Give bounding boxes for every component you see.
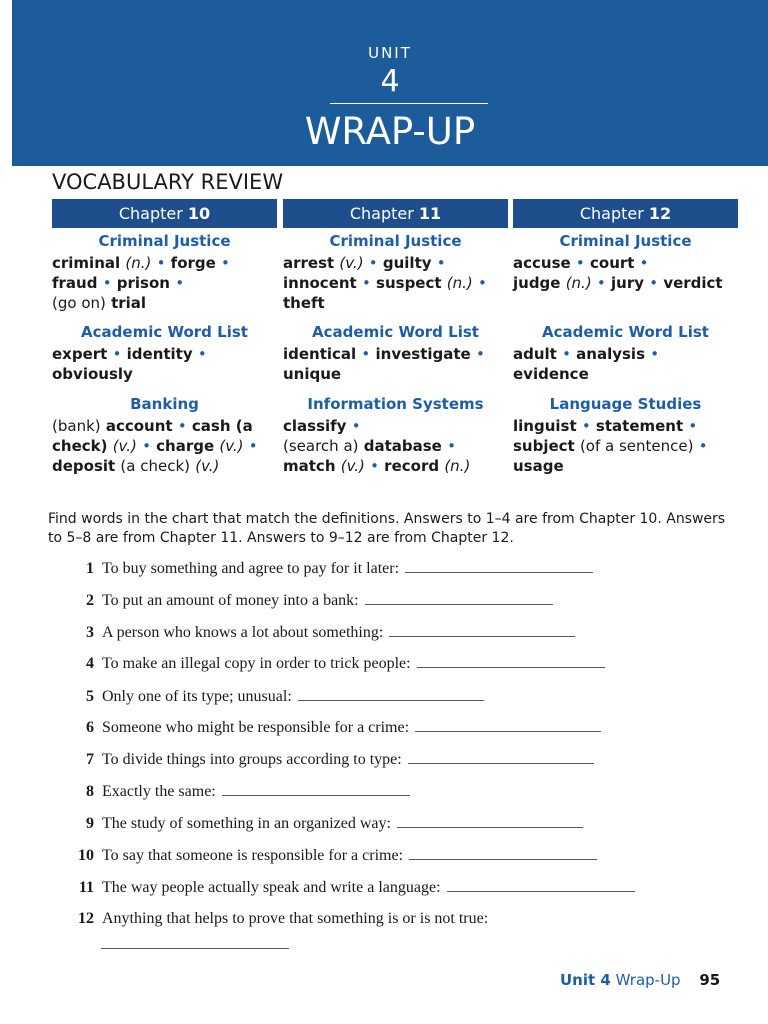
category-label: Criminal Justice [329, 232, 462, 250]
category-label: Language Studies [549, 395, 702, 413]
question-item [72, 781, 410, 802]
question-text: The study of something in an organized way: [102, 815, 391, 832]
category-label: Academic Word List [312, 323, 479, 341]
question-item [72, 686, 484, 707]
page-footer [560, 971, 720, 989]
question-number: 10 [78, 847, 94, 864]
answer-blank[interactable] [415, 717, 601, 732]
question-text: To put an amount of money into a bank: [102, 592, 359, 609]
question-text: Only one of its type; unusual: [102, 688, 292, 705]
category-label: Criminal Justice [559, 232, 692, 250]
banner-divider [330, 103, 488, 104]
question-number: 3 [86, 624, 94, 641]
page-title: WRAP-UP [304, 110, 476, 153]
footer-section: Wrap-Up [615, 971, 681, 989]
question-item [72, 558, 593, 579]
question-item [72, 877, 635, 898]
question-item [72, 909, 488, 929]
question-text: Someone who might be responsible for a crime: [102, 719, 410, 736]
category-label: Banking [130, 395, 199, 413]
question-item [72, 717, 601, 738]
chapter-10-column [52, 199, 277, 475]
question-item [72, 749, 594, 770]
chapter-10-header: Chapter 10 [52, 199, 277, 228]
category-label: Information Systems [307, 395, 484, 413]
question-number: 5 [86, 688, 94, 705]
answer-blank[interactable] [365, 590, 553, 605]
answer-blank[interactable] [417, 653, 605, 668]
chapter-11-information-systems [283, 395, 508, 476]
exercise-instructions: Find words in the chart that match the definitions. Answers to 1–4 are from Chapter 10. Answers to 5–8 are from Chapter 11. Answers to 9–12 are from Chapter 12. [48, 511, 726, 546]
question-item [72, 845, 597, 866]
chapter-11-criminal-justice [283, 232, 508, 313]
question-number: 2 [86, 592, 94, 609]
answer-blank[interactable] [405, 558, 593, 573]
question-text: Exactly the same: [102, 783, 216, 800]
word-list: classify • (search a) database • match (v.) • record (n.) [283, 417, 471, 475]
question-item [72, 622, 575, 643]
question-text: To make an illegal copy in order to trick people: [102, 655, 411, 672]
chapter-11-column [283, 199, 508, 475]
chapter-12-column [513, 199, 738, 475]
word-list: accuse • court • judge (n.) • jury • verdict [513, 254, 723, 292]
question-number: 7 [86, 751, 94, 768]
chapter-12-header: Chapter 12 [513, 199, 738, 228]
question-number: 8 [86, 783, 94, 800]
word-list: identical • investigate • unique [283, 345, 485, 383]
word-list: arrest (v.) • guilty • innocent • suspect (n.) • theft [283, 254, 487, 312]
chapter-12-language-studies [513, 395, 738, 476]
word-list: linguist • statement • subject (of a sentence) • usage [513, 417, 708, 475]
word-list: (bank) account • cash (a check) (v.) • charge (v.) • deposit (a check) (v.) [52, 417, 258, 475]
footer-unit: Unit 4 [560, 971, 611, 989]
question-text: The way people actually speak and write a language: [102, 879, 441, 896]
question-number: 6 [86, 719, 94, 736]
question-number: 11 [78, 879, 94, 896]
category-label: Criminal Justice [98, 232, 231, 250]
question-number: 9 [86, 815, 94, 832]
question-text: To divide things into groups according to type: [102, 751, 402, 768]
question-text: To buy something and agree to pay for it later: [102, 560, 400, 577]
unit-number: 4 [380, 64, 400, 99]
category-label: Academic Word List [81, 323, 248, 341]
chapter-10-banking [52, 395, 277, 476]
word-list: expert • identity • obviously [52, 345, 207, 383]
question-item [72, 813, 583, 834]
word-list: criminal (n.) • forge • fraud • prison • (go on) trial [52, 254, 230, 312]
chapter-12-criminal-justice [513, 232, 738, 293]
question-item [72, 653, 605, 674]
answer-blank[interactable] [408, 749, 594, 764]
question-text: A person who knows a lot about something: [102, 624, 384, 641]
answer-blank[interactable] [389, 622, 575, 637]
chapter-11-academic-word-list [283, 323, 508, 384]
question-text: To say that someone is responsible for a crime: [102, 847, 404, 864]
question-number: 4 [86, 655, 94, 672]
category-label: Academic Word List [542, 323, 709, 341]
answer-blank[interactable] [101, 948, 289, 949]
chapter-11-header: Chapter 11 [283, 199, 508, 228]
vocabulary-review-heading: VOCABULARY REVIEW [52, 170, 284, 194]
chapter-12-academic-word-list [513, 323, 738, 384]
unit-banner [12, 0, 768, 166]
answer-blank[interactable] [397, 813, 583, 828]
answer-blank[interactable] [447, 877, 635, 892]
page-number: 95 [699, 971, 721, 989]
answer-blank[interactable] [298, 686, 484, 701]
question-item [72, 590, 553, 611]
chapter-10-academic-word-list [52, 323, 277, 384]
chapter-10-criminal-justice [52, 232, 277, 313]
word-list: adult • analysis • evidence [513, 345, 660, 383]
question-number: 12 [78, 910, 94, 927]
answer-blank[interactable] [409, 845, 597, 860]
question-text: Anything that helps to prove that something is or is not true: [102, 910, 489, 927]
unit-label: UNIT [368, 44, 412, 62]
question-number: 1 [86, 560, 94, 577]
answer-blank[interactable] [222, 781, 410, 796]
